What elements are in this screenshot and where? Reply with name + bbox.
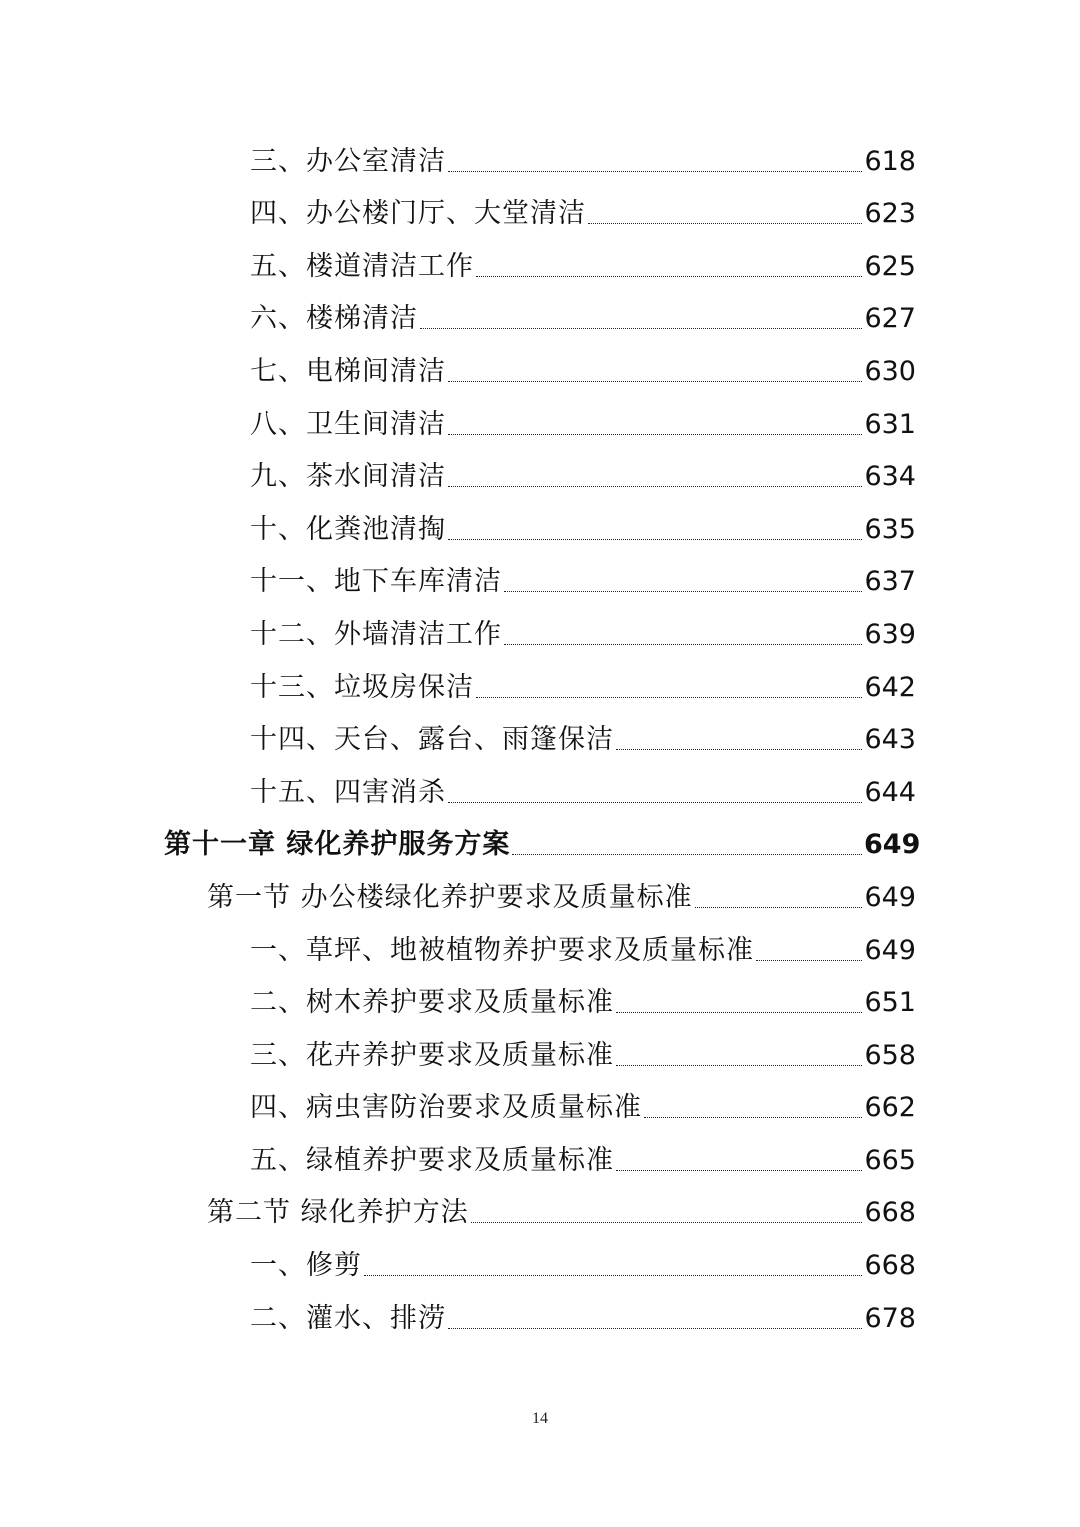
toc-entry[interactable] (0, 662, 1080, 715)
page-number: 14 (532, 1410, 548, 1427)
toc-entry[interactable] (0, 1135, 1080, 1188)
toc-entry-page-number: 635 (864, 513, 916, 545)
toc-entry-page-number: 623 (864, 198, 916, 230)
toc-entry[interactable] (0, 1030, 1080, 1083)
toc-dot-leader (448, 539, 862, 540)
toc-entry[interactable] (0, 189, 1080, 242)
toc-dot-leader (448, 171, 862, 172)
toc-dot-leader (471, 1222, 862, 1223)
toc-dot-leader (616, 1170, 862, 1171)
toc-entry-title: 四、病虫害防治要求及质量标准 (250, 1092, 642, 1124)
toc-entry-page-number: 649 (864, 934, 916, 966)
toc-dot-leader (644, 1117, 862, 1118)
toc-entry-title: 四、办公楼门厅、大堂清洁 (250, 198, 586, 230)
toc-entry-title: 三、办公室清洁 (250, 145, 446, 177)
toc-entry-title: 六、楼梯清洁 (250, 303, 418, 335)
toc-entry-title: 十、化粪池清掏 (250, 513, 446, 545)
toc-entry-title: 七、电梯间清洁 (250, 355, 446, 387)
toc-entry[interactable] (0, 1188, 1080, 1241)
toc-entry-page-number: 642 (864, 671, 916, 703)
toc-entry[interactable] (0, 925, 1080, 978)
toc-entry-title: 五、楼道清洁工作 (250, 250, 474, 282)
toc-entry-page-number: 637 (864, 566, 916, 598)
toc-dot-leader (756, 960, 862, 961)
toc-dot-leader (512, 854, 862, 855)
toc-dot-leader (476, 697, 862, 698)
toc-entry-title: 九、茶水间清洁 (250, 461, 446, 493)
toc-entry[interactable] (0, 1240, 1080, 1293)
toc-entry-title: 一、修剪 (250, 1250, 362, 1282)
toc-entry[interactable] (0, 1083, 1080, 1136)
toc-dot-leader (420, 328, 862, 329)
toc-entry-title: 第一节 办公楼绿化养护要求及质量标准 (207, 881, 693, 913)
toc-entry[interactable] (0, 294, 1080, 347)
toc-entry-page-number: 658 (864, 1039, 916, 1071)
toc-entry-title: 三、花卉养护要求及质量标准 (250, 1039, 614, 1071)
toc-entry[interactable] (0, 452, 1080, 505)
toc-entry-page-number: 644 (864, 776, 916, 808)
toc-entry-page-number: 625 (864, 250, 916, 282)
toc-entry[interactable] (0, 820, 1080, 873)
toc-entry-page-number: 678 (864, 1302, 916, 1334)
toc-entry[interactable] (0, 136, 1080, 189)
toc-dot-leader (616, 1065, 862, 1066)
toc-entry-page-number: 631 (864, 408, 916, 440)
toc-entry[interactable] (0, 715, 1080, 768)
toc-entry[interactable] (0, 557, 1080, 610)
toc-entry-title: 五、绿植养护要求及质量标准 (250, 1144, 614, 1176)
toc-entry-title: 十四、天台、露台、雨篷保洁 (250, 724, 614, 756)
toc-entry-title: 二、灌水、排涝 (250, 1302, 446, 1334)
toc-entry-page-number: 634 (864, 461, 916, 493)
toc-dot-leader (364, 1275, 862, 1276)
toc-entry[interactable] (0, 346, 1080, 399)
toc-dot-leader (448, 434, 862, 435)
toc-dot-leader (476, 276, 862, 277)
toc-entry[interactable] (0, 609, 1080, 662)
toc-entry-title: 十三、垃圾房保洁 (250, 671, 474, 703)
toc-entry-page-number: 662 (864, 1092, 916, 1124)
toc-entry[interactable] (0, 767, 1080, 820)
toc-entry[interactable] (0, 399, 1080, 452)
toc-entry[interactable] (0, 978, 1080, 1031)
toc-dot-leader (448, 1328, 862, 1329)
toc-entry-page-number: 643 (864, 724, 916, 756)
toc-entry[interactable] (0, 872, 1080, 925)
toc-entry-title: 一、草坪、地被植物养护要求及质量标准 (250, 934, 754, 966)
toc-dot-leader (616, 1012, 862, 1013)
toc-dot-leader (448, 802, 862, 803)
toc-entry-title: 八、卫生间清洁 (250, 408, 446, 440)
toc-dot-leader (504, 591, 862, 592)
toc-entry-title: 第二节 绿化养护方法 (207, 1197, 469, 1229)
toc-entry-title: 二、树木养护要求及质量标准 (250, 987, 614, 1019)
toc-dot-leader (616, 749, 862, 750)
toc-entry-page-number: 668 (864, 1197, 916, 1229)
toc-dot-leader (695, 907, 862, 908)
toc-entry[interactable] (0, 504, 1080, 557)
toc-entry-title: 十一、地下车库清洁 (250, 566, 502, 598)
toc-entry-page-number: 649 (864, 881, 916, 913)
toc-dot-leader (588, 223, 862, 224)
table-of-contents (0, 136, 1080, 1346)
toc-entry-page-number: 639 (864, 618, 916, 650)
toc-entry-page-number: 651 (864, 987, 916, 1019)
toc-entry-page-number: 649 (864, 829, 921, 861)
toc-entry-title: 十二、外墙清洁工作 (250, 618, 502, 650)
toc-dot-leader (448, 486, 862, 487)
toc-entry-title: 十五、四害消杀 (250, 776, 446, 808)
toc-entry-page-number: 665 (864, 1144, 916, 1176)
toc-entry[interactable] (0, 241, 1080, 294)
toc-dot-leader (504, 644, 862, 645)
toc-entry-page-number: 627 (864, 303, 916, 335)
toc-entry-page-number: 668 (864, 1250, 916, 1282)
toc-entry[interactable] (0, 1293, 1080, 1346)
toc-entry-title: 第十一章 绿化养护服务方案 (164, 829, 511, 861)
toc-dot-leader (448, 381, 862, 382)
toc-entry-page-number: 630 (864, 355, 916, 387)
toc-entry-page-number: 618 (864, 145, 916, 177)
